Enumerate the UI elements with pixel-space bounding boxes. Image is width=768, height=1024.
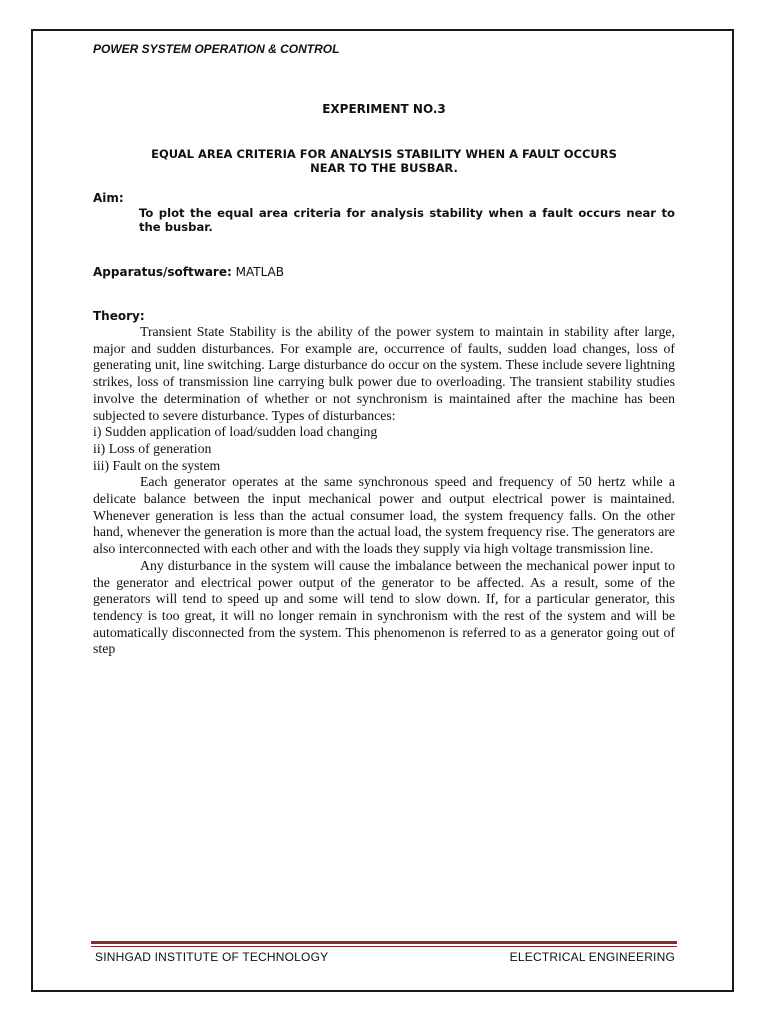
disturbance-list-item: ii) Loss of generation [93, 440, 212, 456]
footer-rule-thin [91, 946, 677, 947]
running-header: POWER SYSTEM OPERATION & CONTROL [93, 42, 340, 56]
disturbance-list-item: i) Sudden application of load/sudden load changing [93, 424, 378, 440]
theory-body [93, 324, 675, 658]
footer-department: ELECTRICAL ENGINEERING [509, 950, 675, 964]
footer-institute: SINHGAD INSTITUTE OF TECHNOLOGY [95, 950, 329, 964]
theory-heading: Theory: [93, 309, 145, 323]
experiment-title-line-2: NEAR TO THE BUSBAR. [310, 161, 458, 175]
theory-paragraph-1: Transient State Stability is the ability of the power system to maintain in stability after large, major and sudden disturbances. For example are, occurrence of faults, sudden load changes, loss of generating unit, line switching. Large disturbance do occur on the system. These include severe lightning strikes, loss of transmission line carrying bulk power due to overloading. The transient stability studies involve the determination of whether or not synchronism is maintained after the machine has been subjected to severe disturbance. Types of disturbances: [93, 324, 675, 423]
disturbance-list-item: iii) Fault on the system [93, 457, 221, 473]
theory-paragraph-2: Each generator operates at the same synchronous speed and frequency of 50 hertz while a delicate balance between the input mechanical power and output electrical power is maintained. Whenever generation is less than the actual consumer load, the system frequency falls. On the other hand, whenever the generation is more than the actual load, the system frequency rise. The generators are also interconnected with each other and with the loads they supply via high voltage transmission line. [93, 474, 675, 557]
experiment-title [110, 147, 658, 175]
theory-paragraph-3: Any disturbance in the system will cause the imbalance between the mechanical power input to the generator and electrical power output of the generator to be affected. As a result, some of the generators will tend to speed up and some will tend to slow down. If, for a particular generator, this tendency is too great, it will no longer remain in synchronism with the rest of the system and will be automatically disconnected from the system. This phenomenon is referred to as a generator going out of step [93, 557, 675, 657]
apparatus-line [93, 265, 284, 279]
experiment-number: EXPERIMENT NO.3 [322, 102, 446, 116]
experiment-title-line-1: EQUAL AREA CRITERIA FOR ANALYSIS STABILITY WHEN A FAULT OCCURS [151, 147, 617, 161]
apparatus-label: Apparatus/software: [93, 265, 232, 279]
footer-rule-thick [91, 941, 677, 944]
aim-heading: Aim: [93, 191, 124, 205]
apparatus-value: MATLAB [235, 265, 284, 279]
aim-text: To plot the equal area criteria for analysis stability when a fault occurs near to the busbar. [139, 206, 675, 234]
